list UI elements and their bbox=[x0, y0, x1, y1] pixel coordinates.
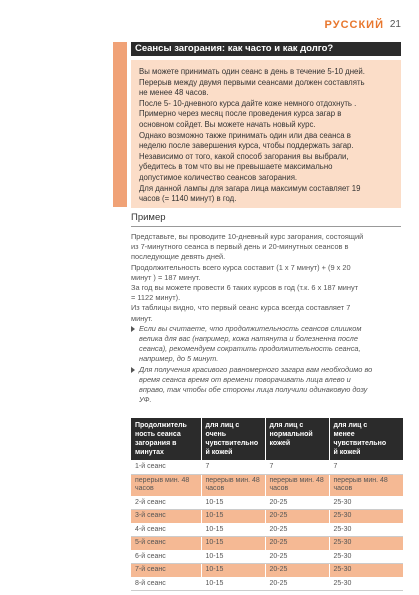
example-line: из 7-минутного сеанса в первый день и 20-минутных сеансов в bbox=[131, 242, 349, 252]
table-row bbox=[131, 461, 403, 475]
table-cell bbox=[131, 577, 201, 591]
example-line: Представьте, вы проводите 10-дневный курс загорания, состоящий bbox=[131, 232, 364, 241]
header-line: минутах bbox=[135, 449, 164, 456]
cell-line: перерыв мин. 48 bbox=[205, 476, 260, 484]
info-line: Перерыв между двумя первыми сеансами должен составлять bbox=[139, 77, 365, 87]
table-cell bbox=[329, 474, 403, 496]
example-line: минут. bbox=[131, 313, 153, 323]
bullet-line: например, до 5 минут. bbox=[139, 354, 219, 364]
header-line: очень bbox=[205, 431, 227, 438]
table-cell bbox=[201, 564, 265, 578]
table-cell bbox=[265, 550, 329, 564]
table-cell bbox=[131, 474, 201, 496]
table-row bbox=[131, 564, 403, 578]
info-line: допустимое количество сеансов загорания. bbox=[139, 172, 298, 182]
info-line: не менее 48 часов. bbox=[139, 88, 209, 98]
header-line: ность сеанса bbox=[135, 431, 181, 438]
language-label: РУССКИЙ bbox=[324, 19, 384, 31]
cell-line: 4-й сеанс bbox=[135, 525, 166, 533]
table-cell bbox=[131, 523, 201, 537]
cell-line: часов bbox=[269, 485, 289, 492]
bullet-line: Если вы считаете, что продолжительность сеансов слишком bbox=[139, 323, 362, 333]
table-row bbox=[131, 496, 403, 510]
cell-line: 20-25 bbox=[269, 498, 288, 506]
bullet-line: УФ. bbox=[139, 395, 152, 405]
table-cell bbox=[201, 550, 265, 564]
table-cell bbox=[201, 537, 265, 551]
table-cell bbox=[265, 523, 329, 537]
header-line: загорания в bbox=[135, 440, 177, 447]
table-cell bbox=[131, 461, 201, 475]
header-line: кожей bbox=[269, 440, 291, 447]
header-line: й кожей bbox=[205, 449, 233, 456]
info-box bbox=[131, 60, 401, 208]
table-cell bbox=[131, 550, 201, 564]
info-line: часов (= 1140 минут) в год. bbox=[139, 194, 237, 204]
table-cell bbox=[329, 510, 403, 524]
table-cell bbox=[131, 496, 201, 510]
cell-line: 7 bbox=[205, 463, 210, 470]
header-line: для лиц с bbox=[205, 422, 240, 429]
example-body bbox=[131, 232, 403, 405]
header-line: й кожей bbox=[333, 449, 361, 456]
bullet-line: Для получения красивого равномерного загара вам необходимо во bbox=[139, 364, 373, 374]
table-cell bbox=[201, 474, 265, 496]
info-line: Для данной лампы для загара лица максимум составляет 19 bbox=[139, 183, 361, 193]
info-line: Примерно через месяц после проведения курса загар в bbox=[139, 109, 342, 119]
table-cell bbox=[265, 510, 329, 524]
table-row bbox=[131, 510, 403, 524]
cell-line: 10-15 bbox=[205, 539, 224, 546]
cell-line: перерыв мин. 48 bbox=[269, 476, 324, 484]
table-row bbox=[131, 537, 403, 551]
table-cell bbox=[131, 510, 201, 524]
decorative-strip bbox=[113, 42, 127, 207]
cell-line: перерыв мин. 48 bbox=[135, 476, 190, 484]
header-line: нормальной bbox=[269, 431, 313, 438]
cell-line: 25-30 bbox=[333, 566, 352, 573]
table-cell bbox=[265, 537, 329, 551]
cell-line: 25-30 bbox=[333, 539, 352, 546]
bullet-line: велика для вас (например, кожа натянута и болезненна после bbox=[139, 334, 358, 344]
section-title: Сеансы загорания: как часто и как долго? bbox=[131, 42, 401, 56]
info-line: Однако возможно также принимать один или два сеанса в bbox=[139, 130, 351, 140]
table-row bbox=[131, 523, 403, 537]
table-cell bbox=[201, 496, 265, 510]
table-cell bbox=[265, 496, 329, 510]
cell-line: часов bbox=[333, 485, 353, 492]
cell-line: 25-30 bbox=[333, 552, 352, 560]
header-line: для лиц с bbox=[269, 422, 304, 429]
example-line: За год вы можете провести 6 таких курсов в год (т.к. 6 x 187 минут bbox=[131, 283, 359, 293]
bullet-line: сеанса), рекомендуем сократить продолжительность сеанса, bbox=[139, 344, 361, 354]
info-line: убедитесь в том что вы не превышаете максимально bbox=[139, 162, 333, 172]
cell-line: 10-15 bbox=[205, 579, 224, 587]
table-cell bbox=[329, 564, 403, 578]
cell-line: 25-30 bbox=[333, 512, 352, 519]
table-cell bbox=[201, 510, 265, 524]
cell-line: 25-30 bbox=[333, 525, 352, 533]
info-line: неделю после завершения курса, чтобы поддержать загар. bbox=[139, 141, 354, 151]
table-cell bbox=[329, 577, 403, 591]
table-cell bbox=[131, 537, 201, 551]
cell-line: 10-15 bbox=[205, 512, 224, 519]
table-cell bbox=[131, 564, 201, 578]
header-line: для лиц с bbox=[333, 422, 368, 429]
example-title: Пример bbox=[131, 212, 401, 227]
table-row bbox=[131, 577, 403, 591]
bullet-arrow-icon bbox=[131, 326, 135, 332]
cell-line: часов bbox=[205, 485, 225, 492]
cell-line: 20-25 bbox=[269, 512, 288, 519]
cell-line: перерыв мин. 48 bbox=[333, 476, 388, 484]
header-line: менее bbox=[333, 431, 355, 438]
bullet-item bbox=[131, 365, 403, 406]
column-header bbox=[201, 418, 265, 461]
column-header bbox=[131, 418, 201, 461]
cell-line: 20-25 bbox=[269, 566, 288, 573]
cell-line: 7-й сеанс bbox=[135, 566, 166, 573]
table-header-row bbox=[131, 418, 403, 461]
example-line: минут ) = 187 минут. bbox=[131, 272, 201, 282]
column-header bbox=[265, 418, 329, 461]
cell-line: 20-25 bbox=[269, 552, 288, 560]
column-header bbox=[329, 418, 403, 461]
tanning-sessions-table bbox=[131, 418, 403, 591]
table-cell bbox=[329, 461, 403, 475]
cell-line: 8-й сеанс bbox=[135, 579, 166, 587]
bullet-line: вправо, так чтобы обе стороны лица получили одинаковую дозу bbox=[139, 385, 368, 395]
table-cell bbox=[329, 537, 403, 551]
table-cell bbox=[201, 461, 265, 475]
cell-line: 25-30 bbox=[333, 579, 352, 587]
table-cell bbox=[329, 496, 403, 510]
info-line: Независимо от того, какой способ загорания вы выбрали, bbox=[139, 151, 349, 161]
cell-line: 20-25 bbox=[269, 525, 288, 533]
cell-line: 3-й сеанс bbox=[135, 512, 166, 519]
cell-line: 20-25 bbox=[269, 539, 288, 546]
table-cell bbox=[265, 474, 329, 496]
cell-line: 10-15 bbox=[205, 498, 224, 506]
cell-line: 10-15 bbox=[205, 566, 224, 573]
cell-line: 10-15 bbox=[205, 525, 224, 533]
bullet-line: время сеанса время от времени поворачивать лица влево и bbox=[139, 374, 351, 384]
header-line: чувствительно bbox=[205, 440, 259, 447]
cell-line: 6-й сеанс bbox=[135, 552, 166, 560]
info-line: После 5- 10-дневного курса дайте коже немного отдохнуть . bbox=[139, 98, 357, 108]
table-cell bbox=[201, 523, 265, 537]
cell-line: 1-й сеанс bbox=[135, 463, 166, 470]
example-line: = 1122 минут). bbox=[131, 293, 181, 303]
bullet-item bbox=[131, 324, 403, 365]
table-row bbox=[131, 474, 403, 496]
table-cell bbox=[329, 550, 403, 564]
cell-line: 25-30 bbox=[333, 498, 352, 506]
cell-line: 7 bbox=[269, 463, 274, 470]
table-row bbox=[131, 550, 403, 564]
bullet-arrow-icon bbox=[131, 367, 135, 373]
cell-line: 10-15 bbox=[205, 552, 224, 560]
header-line: Продолжитель bbox=[135, 422, 187, 429]
cell-line: 5-й сеанс bbox=[135, 539, 166, 546]
example-line: Продолжительность всего курса составит (1 x 7 минут) + (9 x 20 bbox=[131, 262, 351, 272]
info-line: основном сойдет. Вы можете начать новый курс. bbox=[139, 119, 316, 129]
cell-line: 7 bbox=[333, 463, 338, 470]
table-cell bbox=[329, 523, 403, 537]
info-line: Вы можете принимать один сеанс в день в течение 5-10 дней. bbox=[139, 67, 365, 76]
cell-line: 20-25 bbox=[269, 579, 288, 587]
table-cell bbox=[265, 577, 329, 591]
cell-line: часов bbox=[135, 485, 154, 492]
cell-line: 2-й сеанс bbox=[135, 498, 166, 506]
table-cell bbox=[265, 461, 329, 475]
table-cell bbox=[201, 577, 265, 591]
page-number: 21 bbox=[389, 19, 401, 30]
page-header bbox=[0, 0, 419, 36]
table-cell bbox=[265, 564, 329, 578]
example-line: последующие девять дней. bbox=[131, 252, 226, 262]
header-line: чувствительно bbox=[333, 440, 387, 447]
example-line: Из таблицы видно, что первый сеанс курса всегда составляет 7 bbox=[131, 303, 351, 313]
